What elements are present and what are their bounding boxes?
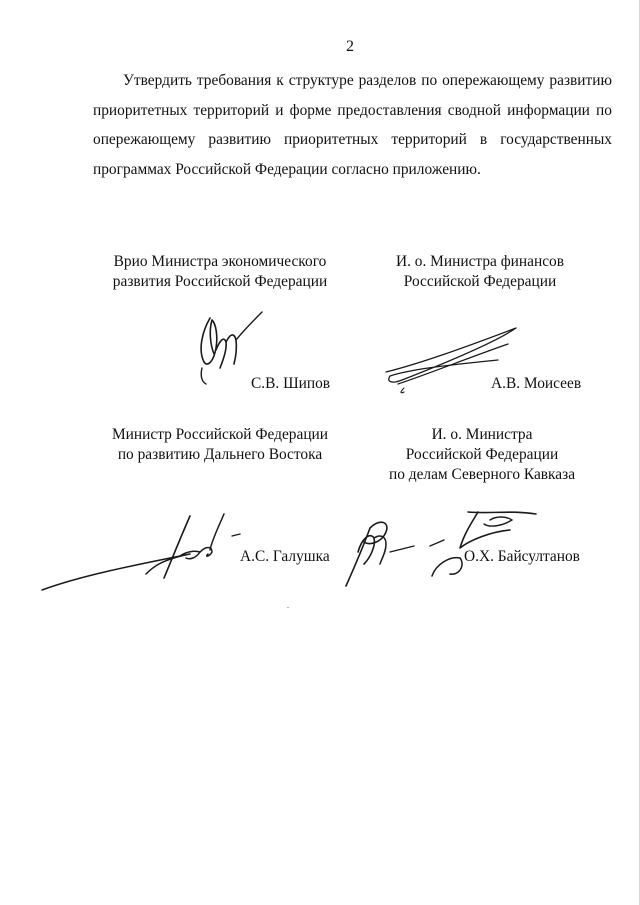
signature-galushka bbox=[40, 510, 250, 594]
scan-speck bbox=[287, 607, 289, 608]
signatory-4-name: О.Х. Байсултанов bbox=[464, 548, 580, 565]
signatory-2-name: А.В. Моисеев bbox=[491, 375, 582, 392]
signatory-4-title: И. о. Министра Российской Федерации по делам Северного Кавказа bbox=[388, 426, 576, 483]
signatory-3-name: А.С. Галушка bbox=[240, 548, 330, 565]
body-paragraph: Утвердить требования к структуре разделов по опережающему развитию приоритетных территорий и форме предоставления сводной информации по опережающему развитию приоритетных территорий в государственных программах Российской Федерации согласно приложению. bbox=[93, 72, 612, 178]
signatory-1-title: Врио Министра экономического развития Российской Федерации bbox=[112, 253, 328, 290]
page-number: 2 bbox=[346, 38, 354, 55]
signatory-1-name: С.В. Шипов bbox=[251, 375, 331, 392]
signatory-2-title: И. о. Министра финансов Российской Федерации bbox=[395, 253, 565, 290]
signatory-3-title: Министр Российской Федерации по развитию Дальнего Востока bbox=[111, 426, 329, 463]
